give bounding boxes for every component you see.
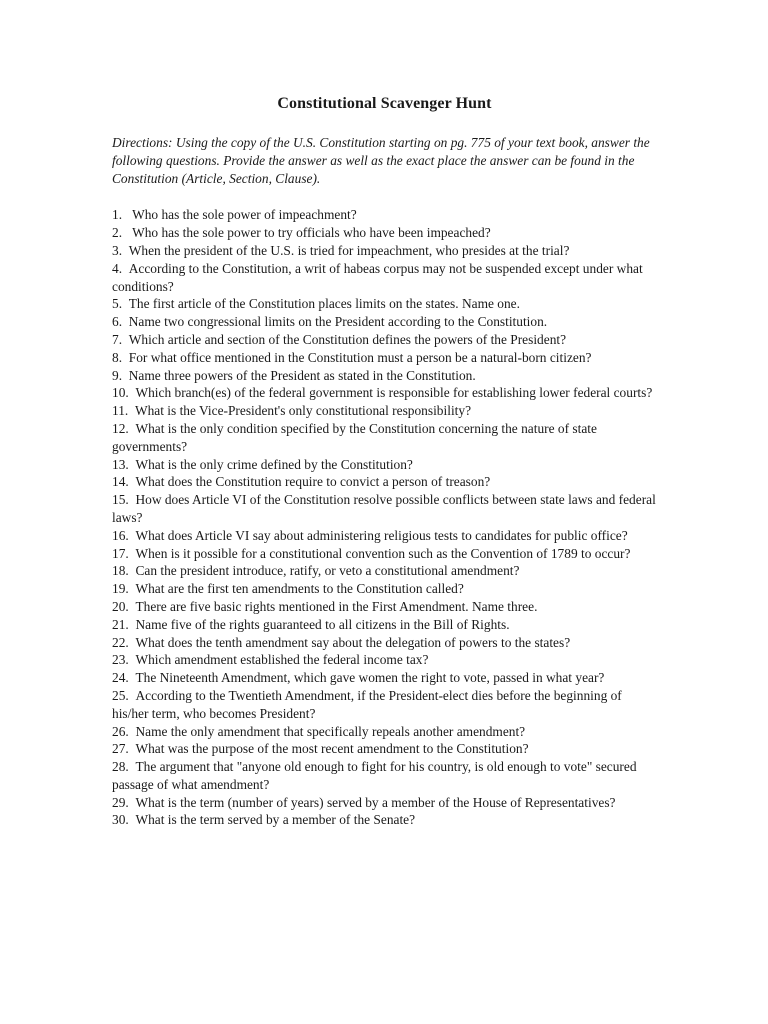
question-text: According to the Constitution, a writ of habeas corpus may not be suspended except under what conditions? [112,260,643,294]
question-text: What does Article VI say about administering religious tests to candidates for public office? [135,527,628,543]
question-number: 15. [112,492,129,508]
question-item [112,545,657,563]
question-item [112,794,657,812]
question-item [112,598,657,616]
question-number: 23. [112,652,129,668]
question-number: 3. [112,242,123,258]
question-item [112,224,657,242]
question-item [112,473,657,491]
question-item [112,669,657,687]
question-text: What is the only crime defined by the Constitution? [135,456,413,472]
question-number: 30. [112,812,129,828]
question-number: 1. [112,207,123,223]
question-number: 6. [112,314,123,330]
question-number: 20. [112,598,129,614]
question-text: There are five basic rights mentioned in the First Amendment. Name three. [135,598,538,614]
question-item [112,295,657,313]
question-number: 14. [112,474,129,490]
question-text: What does the Constitution require to convict a person of treason? [135,474,491,490]
question-item [112,313,657,331]
question-text: What is the term (number of years) served by a member of the House of Representatives? [135,794,616,810]
question-number: 13. [112,456,129,472]
question-number: 24. [112,670,129,686]
question-item [112,349,657,367]
question-number: 18. [112,563,129,579]
question-text: Name the only amendment that specifically repeals another amendment? [135,723,526,739]
question-item [112,758,657,794]
question-number: 19. [112,581,129,597]
question-item [112,242,657,260]
question-text: According to the Twentieth Amendment, if the President-elect dies before the beginning of his/her term, who becomes President? [112,687,622,721]
question-text: Name two congressional limits on the President according to the Constitution. [128,314,548,330]
question-number: 4. [112,260,123,276]
question-number: 26. [112,723,129,739]
question-number: 25. [112,687,129,703]
question-text: How does Article VI of the Constitution resolve possible conflicts between state laws and federal laws? [112,492,656,525]
question-text: When is it possible for a constitutional convention such as the Convention of 1789 to occur? [135,545,631,561]
question-text: The Nineteenth Amendment, which gave women the right to vote, passed in what year? [135,670,605,686]
question-item [112,634,657,652]
question-text: Which amendment established the federal income tax? [135,652,429,668]
question-item [112,260,657,296]
question-text: Name three powers of the President as stated in the Constitution. [128,367,476,383]
question-text: The first article of the Constitution places limits on the states. Name one. [128,296,520,312]
question-text: When the president of the U.S. is tried for impeachment, who presides at the trial? [128,242,570,258]
question-number: 12. [112,420,129,436]
question-number: 8. [112,349,123,365]
question-item [112,527,657,545]
question-item [112,384,657,402]
question-text: What is the term served by a member of the Senate? [135,812,416,828]
question-text: Who has the sole power of impeachment? [132,207,357,223]
question-number: 5. [112,296,123,312]
page-title: Constitutional Scavenger Hunt [277,95,492,112]
question-text: What does the tenth amendment say about the delegation of powers to the states? [135,634,571,650]
question-text: Who has the sole power to try officials who have been impeached? [132,225,491,241]
question-number: 28. [112,759,129,775]
question-text: What are the first ten amendments to the Constitution called? [135,581,464,597]
worksheet-page [112,94,657,829]
question-number: 16. [112,527,129,543]
question-number: 9. [112,367,123,383]
question-item [112,420,657,456]
question-text: For what office mentioned in the Constitution must a person be a natural-born citizen? [128,349,592,365]
question-item [112,723,657,741]
question-item [112,687,657,723]
question-item [112,616,657,634]
question-item [112,456,657,474]
question-item [112,367,657,385]
question-number: 27. [112,741,129,757]
question-number: 10. [112,385,129,401]
question-text: The argument that "anyone old enough to fight for his country, is old enough to vote" secured passage of what amendment? [112,759,637,792]
question-number: 17. [112,545,129,561]
question-item [112,331,657,349]
question-text: Can the president introduce, ratify, or veto a constitutional amendment? [135,563,520,579]
directions-text: Directions: Using the copy of the U.S. Constitution starting on pg. 775 of your text book, answer the following questions. Provide the answer as well as the exact place the answer can be found in the Constitution (Article, Section, Clause). [112,135,650,186]
question-item [112,402,657,420]
question-number: 7. [112,331,123,347]
question-text: What is the Vice-President's only constitutional responsibility? [134,403,472,419]
question-text: Which article and section of the Constitution defines the powers of the President? [128,331,567,347]
question-text: What was the purpose of the most recent amendment to the Constitution? [135,741,529,757]
question-item [112,651,657,669]
question-item [112,740,657,758]
question-number: 22. [112,634,129,650]
question-text: Name five of the rights guaranteed to all citizens in the Bill of Rights. [135,616,510,632]
question-text: What is the only condition specified by the Constitution concerning the nature of state governments? [112,420,597,454]
question-list [112,206,657,829]
question-number: 11. [112,403,129,419]
question-item [112,562,657,580]
question-number: 21. [112,616,129,632]
question-item [112,206,657,224]
question-item [112,811,657,829]
question-number: 29. [112,794,129,810]
question-item [112,491,657,527]
question-text: Which branch(es) of the federal government is responsible for establishing lower federal courts? [135,385,653,401]
question-item [112,580,657,598]
question-number: 2. [112,225,123,241]
